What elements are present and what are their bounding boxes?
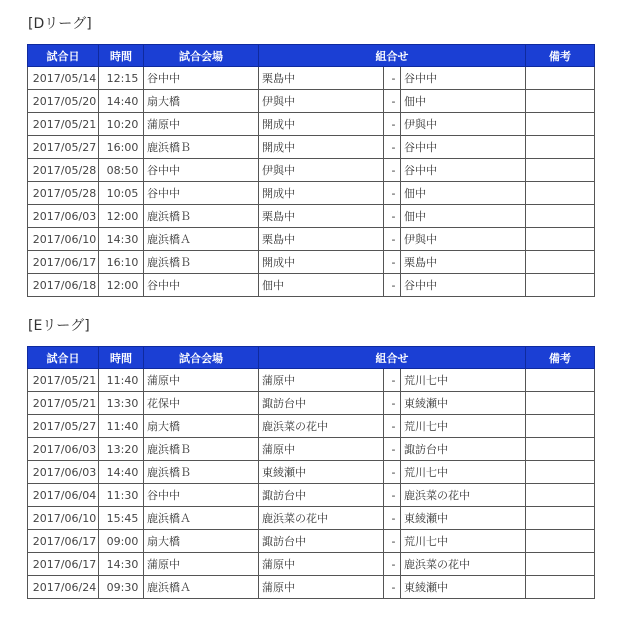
notes-cell bbox=[526, 205, 595, 228]
home-team-cell: 蒲原中 bbox=[259, 438, 384, 461]
notes-cell bbox=[526, 67, 595, 90]
versus-dash: - bbox=[384, 530, 401, 553]
away-team-cell: 鹿浜菜の花中 bbox=[401, 484, 526, 507]
time-cell: 09:00 bbox=[99, 530, 144, 553]
notes-cell bbox=[526, 461, 595, 484]
venue-cell: 谷中中 bbox=[144, 159, 259, 182]
time-cell: 12:00 bbox=[99, 205, 144, 228]
versus-dash: - bbox=[384, 90, 401, 113]
notes-cell bbox=[526, 415, 595, 438]
away-team-cell: 荒川七中 bbox=[401, 530, 526, 553]
date-cell: 2017/05/28 bbox=[28, 159, 99, 182]
home-team-cell: 開成中 bbox=[259, 182, 384, 205]
away-team-cell: 佃中 bbox=[401, 182, 526, 205]
header-notes: 備考 bbox=[526, 347, 595, 369]
venue-cell: 鹿浜橋Ａ bbox=[144, 576, 259, 599]
table-row bbox=[28, 182, 595, 205]
venue-cell: 谷中中 bbox=[144, 182, 259, 205]
away-team-cell: 栗島中 bbox=[401, 251, 526, 274]
header-venue: 試合会場 bbox=[144, 45, 259, 67]
notes-cell bbox=[526, 90, 595, 113]
notes-cell bbox=[526, 438, 595, 461]
table-row bbox=[28, 461, 595, 484]
time-cell: 11:40 bbox=[99, 369, 144, 392]
date-cell: 2017/06/03 bbox=[28, 438, 99, 461]
date-cell: 2017/06/03 bbox=[28, 205, 99, 228]
date-cell: 2017/06/04 bbox=[28, 484, 99, 507]
date-cell: 2017/06/10 bbox=[28, 228, 99, 251]
notes-cell bbox=[526, 576, 595, 599]
versus-dash: - bbox=[384, 182, 401, 205]
notes-cell bbox=[526, 113, 595, 136]
away-team-cell: 東綾瀬中 bbox=[401, 392, 526, 415]
header-matchup: 組合せ bbox=[259, 347, 526, 369]
venue-cell: 花保中 bbox=[144, 392, 259, 415]
versus-dash: - bbox=[384, 507, 401, 530]
notes-cell bbox=[526, 484, 595, 507]
table-row bbox=[28, 369, 595, 392]
header-matchup: 組合せ bbox=[259, 45, 526, 67]
away-team-cell: 荒川七中 bbox=[401, 369, 526, 392]
table-row bbox=[28, 205, 595, 228]
table-row bbox=[28, 392, 595, 415]
versus-dash: - bbox=[384, 415, 401, 438]
time-cell: 13:20 bbox=[99, 438, 144, 461]
date-cell: 2017/06/03 bbox=[28, 461, 99, 484]
home-team-cell: 開成中 bbox=[259, 136, 384, 159]
notes-cell bbox=[526, 136, 595, 159]
notes-cell bbox=[526, 507, 595, 530]
table-row bbox=[28, 530, 595, 553]
away-team-cell: 谷中中 bbox=[401, 159, 526, 182]
date-cell: 2017/05/27 bbox=[28, 415, 99, 438]
time-cell: 10:05 bbox=[99, 182, 144, 205]
date-cell: 2017/06/10 bbox=[28, 507, 99, 530]
venue-cell: 鹿浜橋Ｂ bbox=[144, 205, 259, 228]
notes-cell bbox=[526, 369, 595, 392]
date-cell: 2017/06/17 bbox=[28, 251, 99, 274]
notes-cell bbox=[526, 530, 595, 553]
venue-cell: 蒲原中 bbox=[144, 369, 259, 392]
time-cell: 14:30 bbox=[99, 228, 144, 251]
away-team-cell: 佃中 bbox=[401, 205, 526, 228]
away-team-cell: 谷中中 bbox=[401, 67, 526, 90]
time-cell: 08:50 bbox=[99, 159, 144, 182]
header-date: 試合日 bbox=[28, 347, 99, 369]
versus-dash: - bbox=[384, 228, 401, 251]
versus-dash: - bbox=[384, 576, 401, 599]
away-team-cell: 荒川七中 bbox=[401, 415, 526, 438]
notes-cell bbox=[526, 553, 595, 576]
date-cell: 2017/05/28 bbox=[28, 182, 99, 205]
home-team-cell: 東綾瀬中 bbox=[259, 461, 384, 484]
venue-cell: 扇大橋 bbox=[144, 415, 259, 438]
time-cell: 12:00 bbox=[99, 274, 144, 297]
table-row bbox=[28, 415, 595, 438]
date-cell: 2017/05/21 bbox=[28, 392, 99, 415]
date-cell: 2017/06/17 bbox=[28, 553, 99, 576]
versus-dash: - bbox=[384, 136, 401, 159]
table-row bbox=[28, 251, 595, 274]
time-cell: 14:40 bbox=[99, 461, 144, 484]
table-row bbox=[28, 484, 595, 507]
home-team-cell: 諏訪台中 bbox=[259, 484, 384, 507]
time-cell: 15:45 bbox=[99, 507, 144, 530]
date-cell: 2017/06/17 bbox=[28, 530, 99, 553]
schedule-table-e bbox=[27, 346, 595, 599]
date-cell: 2017/05/14 bbox=[28, 67, 99, 90]
table-row bbox=[28, 438, 595, 461]
time-cell: 09:30 bbox=[99, 576, 144, 599]
notes-cell bbox=[526, 228, 595, 251]
notes-cell bbox=[526, 182, 595, 205]
venue-cell: 蒲原中 bbox=[144, 553, 259, 576]
schedule-table-d bbox=[27, 44, 595, 297]
time-cell: 11:30 bbox=[99, 484, 144, 507]
venue-cell: 鹿浜橋Ｂ bbox=[144, 136, 259, 159]
versus-dash: - bbox=[384, 369, 401, 392]
away-team-cell: 谷中中 bbox=[401, 136, 526, 159]
away-team-cell: 東綾瀬中 bbox=[401, 576, 526, 599]
header-time: 時間 bbox=[99, 45, 144, 67]
header-venue: 試合会場 bbox=[144, 347, 259, 369]
away-team-cell: 荒川七中 bbox=[401, 461, 526, 484]
notes-cell bbox=[526, 251, 595, 274]
time-cell: 16:10 bbox=[99, 251, 144, 274]
away-team-cell: 伊與中 bbox=[401, 228, 526, 251]
date-cell: 2017/05/21 bbox=[28, 369, 99, 392]
notes-cell bbox=[526, 159, 595, 182]
home-team-cell: 蒲原中 bbox=[259, 369, 384, 392]
versus-dash: - bbox=[384, 553, 401, 576]
venue-cell: 扇大橋 bbox=[144, 530, 259, 553]
table-row bbox=[28, 274, 595, 297]
header-notes: 備考 bbox=[526, 45, 595, 67]
home-team-cell: 佃中 bbox=[259, 274, 384, 297]
versus-dash: - bbox=[384, 392, 401, 415]
venue-cell: 鹿浜橋Ｂ bbox=[144, 438, 259, 461]
home-team-cell: 蒲原中 bbox=[259, 576, 384, 599]
home-team-cell: 蒲原中 bbox=[259, 553, 384, 576]
home-team-cell: 開成中 bbox=[259, 113, 384, 136]
time-cell: 14:30 bbox=[99, 553, 144, 576]
time-cell: 16:00 bbox=[99, 136, 144, 159]
venue-cell: 鹿浜橋Ｂ bbox=[144, 251, 259, 274]
venue-cell: 谷中中 bbox=[144, 67, 259, 90]
table-row bbox=[28, 159, 595, 182]
home-team-cell: 鹿浜菜の花中 bbox=[259, 507, 384, 530]
time-cell: 12:15 bbox=[99, 67, 144, 90]
away-team-cell: 谷中中 bbox=[401, 274, 526, 297]
venue-cell: 鹿浜橋Ａ bbox=[144, 507, 259, 530]
versus-dash: - bbox=[384, 113, 401, 136]
table-row bbox=[28, 136, 595, 159]
home-team-cell: 栗島中 bbox=[259, 67, 384, 90]
versus-dash: - bbox=[384, 159, 401, 182]
table-row bbox=[28, 507, 595, 530]
away-team-cell: 佃中 bbox=[401, 90, 526, 113]
versus-dash: - bbox=[384, 274, 401, 297]
table-header-row bbox=[28, 45, 595, 67]
home-team-cell: 諏訪台中 bbox=[259, 392, 384, 415]
venue-cell: 鹿浜橋Ｂ bbox=[144, 461, 259, 484]
date-cell: 2017/05/20 bbox=[28, 90, 99, 113]
venue-cell: 谷中中 bbox=[144, 484, 259, 507]
home-team-cell: 伊與中 bbox=[259, 159, 384, 182]
notes-cell bbox=[526, 274, 595, 297]
versus-dash: - bbox=[384, 461, 401, 484]
away-team-cell: 東綾瀬中 bbox=[401, 507, 526, 530]
table-row bbox=[28, 67, 595, 90]
versus-dash: - bbox=[384, 251, 401, 274]
header-date: 試合日 bbox=[28, 45, 99, 67]
venue-cell: 鹿浜橋Ａ bbox=[144, 228, 259, 251]
away-team-cell: 諏訪台中 bbox=[401, 438, 526, 461]
venue-cell: 谷中中 bbox=[144, 274, 259, 297]
away-team-cell: 鹿浜菜の花中 bbox=[401, 553, 526, 576]
venue-cell: 蒲原中 bbox=[144, 113, 259, 136]
home-team-cell: 諏訪台中 bbox=[259, 530, 384, 553]
table-row bbox=[28, 553, 595, 576]
date-cell: 2017/06/18 bbox=[28, 274, 99, 297]
notes-cell bbox=[526, 392, 595, 415]
table-row bbox=[28, 90, 595, 113]
home-team-cell: 栗島中 bbox=[259, 228, 384, 251]
date-cell: 2017/05/27 bbox=[28, 136, 99, 159]
home-team-cell: 伊與中 bbox=[259, 90, 384, 113]
versus-dash: - bbox=[384, 484, 401, 507]
table-header-row bbox=[28, 347, 595, 369]
venue-cell: 扇大橋 bbox=[144, 90, 259, 113]
versus-dash: - bbox=[384, 438, 401, 461]
home-team-cell: 開成中 bbox=[259, 251, 384, 274]
time-cell: 13:30 bbox=[99, 392, 144, 415]
versus-dash: - bbox=[384, 205, 401, 228]
league-title-e: [Eリーグ] bbox=[28, 318, 90, 334]
home-team-cell: 鹿浜菜の花中 bbox=[259, 415, 384, 438]
table-row bbox=[28, 576, 595, 599]
table-row bbox=[28, 228, 595, 251]
header-time: 時間 bbox=[99, 347, 144, 369]
away-team-cell: 伊與中 bbox=[401, 113, 526, 136]
versus-dash: - bbox=[384, 67, 401, 90]
time-cell: 10:20 bbox=[99, 113, 144, 136]
home-team-cell: 栗島中 bbox=[259, 205, 384, 228]
date-cell: 2017/06/24 bbox=[28, 576, 99, 599]
time-cell: 14:40 bbox=[99, 90, 144, 113]
date-cell: 2017/05/21 bbox=[28, 113, 99, 136]
time-cell: 11:40 bbox=[99, 415, 144, 438]
league-title-d: [Dリーグ] bbox=[28, 16, 92, 32]
table-row bbox=[28, 113, 595, 136]
